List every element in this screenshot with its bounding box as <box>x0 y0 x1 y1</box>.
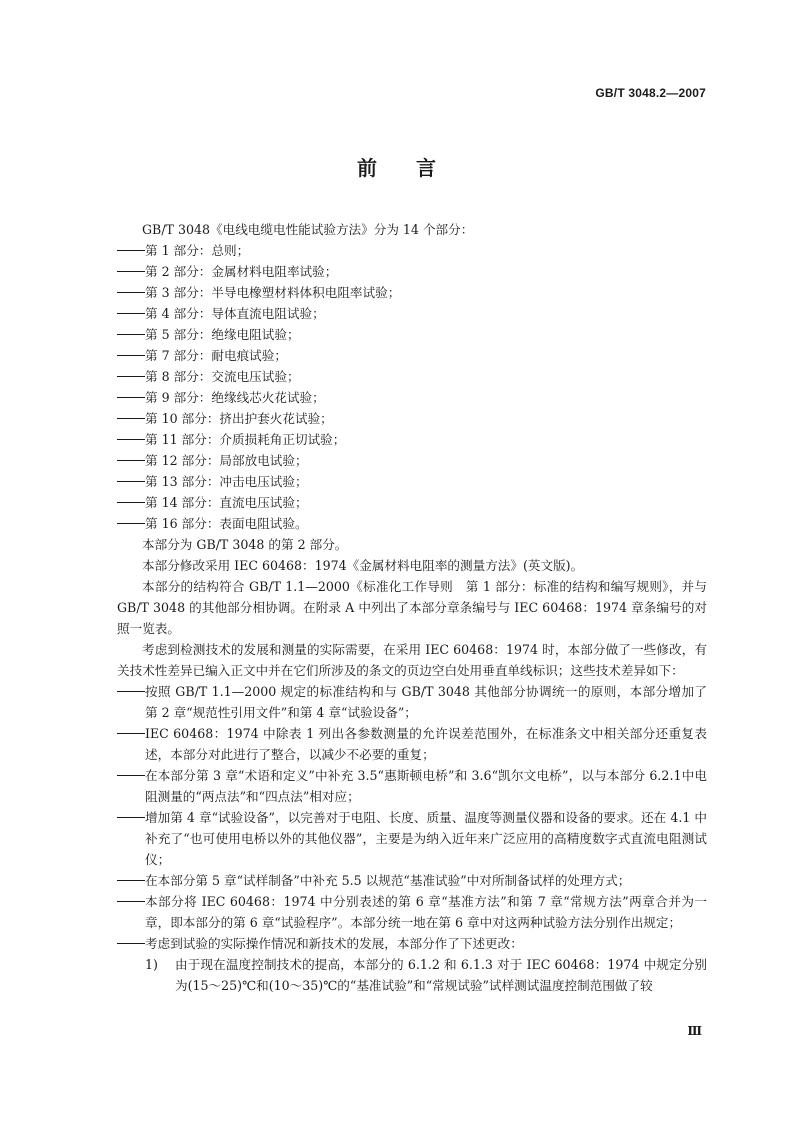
item-number: 1) <box>145 957 158 972</box>
list-item: 第 13 部分：冲击电压试验； <box>117 471 707 492</box>
numbered-item <box>145 954 707 996</box>
page-number: Ⅲ <box>687 1024 702 1038</box>
list-item: 在本部分第 5 章“试样制备”中补充 5.5 以规范“基准试验”中对所制备试样的处理方式； <box>117 870 707 891</box>
foreword-body <box>117 219 707 996</box>
changes-paragraph: 考虑到检测技术的发展和测量的实际需要，在采用 IEC 60468：1974 时，本部分做了一些修改，有关技术性差异已编入正文中并在它们所涉及的条文的页边空白处用垂直单线标识；这些技术差异如下： <box>117 642 707 678</box>
differences-list <box>117 681 707 954</box>
part-of-paragraph: 本部分为 GB/T 3048 的第 2 部分。 <box>142 537 348 552</box>
list-item: 第 4 部分：导体直流电阻试验； <box>117 303 707 324</box>
list-item: 增加第 4 章“试验设备”，以完善对于电阻、长度、质量、温度等测量仪器和设备的要求。还在 4.1 中补充了“也可使用电桥以外的其他仪器”，主要是为纳入近年来广泛应用的高精度数字式直流电阻测试仪； <box>117 807 707 870</box>
list-item: 第 10 部分：挤出护套火花试验； <box>117 408 707 429</box>
intro-paragraph: GB/T 3048《电线电缆电性能试验方法》分为 14 个部分： <box>142 222 474 237</box>
list-item: 第 2 部分：金属材料电阻率试验； <box>117 261 707 282</box>
title-char-right: 言 <box>416 156 437 180</box>
list-item: 第 8 部分：交流电压试验； <box>117 366 707 387</box>
list-item: 第 7 部分：耐电痕试验； <box>117 345 707 366</box>
list-item: 第 11 部分：介质损耗角正切试验； <box>117 429 707 450</box>
list-item: 考虑到试验的实际操作情况和新技术的发展，本部分作了下述更改： <box>117 933 707 954</box>
parts-list <box>117 240 707 534</box>
list-item: 在本部分第 3 章“术语和定义”中补充 3.5“惠斯顿电桥”和 3.6“凯尔文电桥”，以与本部分 6.2.1中电阻测量的“两点法”和“四点法”相对应； <box>117 765 707 807</box>
standard-code: GB/T 3048.2—2007 <box>595 86 706 100</box>
list-item: 第 14 部分：直流电压试验； <box>117 492 707 513</box>
list-item: 第 5 部分：绝缘电阻试验； <box>117 324 707 345</box>
list-item: IEC 60468：1974 中除表 1 列出各参数测量的允许误差范围外，在标准条文中相关部分还重复表述，本部分对此进行了整合，以减少不必要的重复； <box>117 723 707 765</box>
list-item: 第 9 部分：绝缘线芯火花试验； <box>117 387 707 408</box>
adopt-paragraph: 本部分修改采用 IEC 60468：1974《金属材料电阻率的测量方法》(英文版)。 <box>142 558 584 573</box>
list-item: 第 1 部分：总则； <box>117 240 707 261</box>
item-text: 由于现在温度控制技术的提高，本部分的 6.1.2 和 6.1.3 对于 IEC 60468：1974 中规定分别为(15～25)℃和(10～35)℃的“基准试验”和“常规试验”试样测试温度控制范围做了较 <box>175 957 707 993</box>
list-item: 本部分将 IEC 60468：1974 中分别表述的第 6 章“基准方法”和第 7 章“常规方法”两章合并为一章，即本部分的第 6 章“试验程序”。本部分统一地在第 6 章中对这两种试验方法分别作出规定； <box>117 891 707 933</box>
structure-paragraph: 本部分的结构符合 GB/T 1.1—2000《标准化工作导则 第 1 部分：标准的结构和编写规则》，并与 GB/T 3048 的其他部分相协调。在附录 A 中列出了本部分章条编号与 IEC 60468：1974 章条编号的对照一览表。 <box>117 579 707 636</box>
list-item: 第 3 部分：半导电橡塑材料体积电阻率试验； <box>117 282 707 303</box>
list-item: 按照 GB/T 1.1—2000 规定的标准结构和与 GB/T 3048 其他部分协调统一的原则，本部分增加了第 2 章“规范性引用文件”和第 4 章“试验设备”； <box>117 681 707 723</box>
title-char-left: 前 <box>357 156 378 180</box>
page-title <box>0 152 794 181</box>
list-item: 第 12 部分：局部放电试验； <box>117 450 707 471</box>
list-item: 第 16 部分：表面电阻试验。 <box>117 513 707 534</box>
